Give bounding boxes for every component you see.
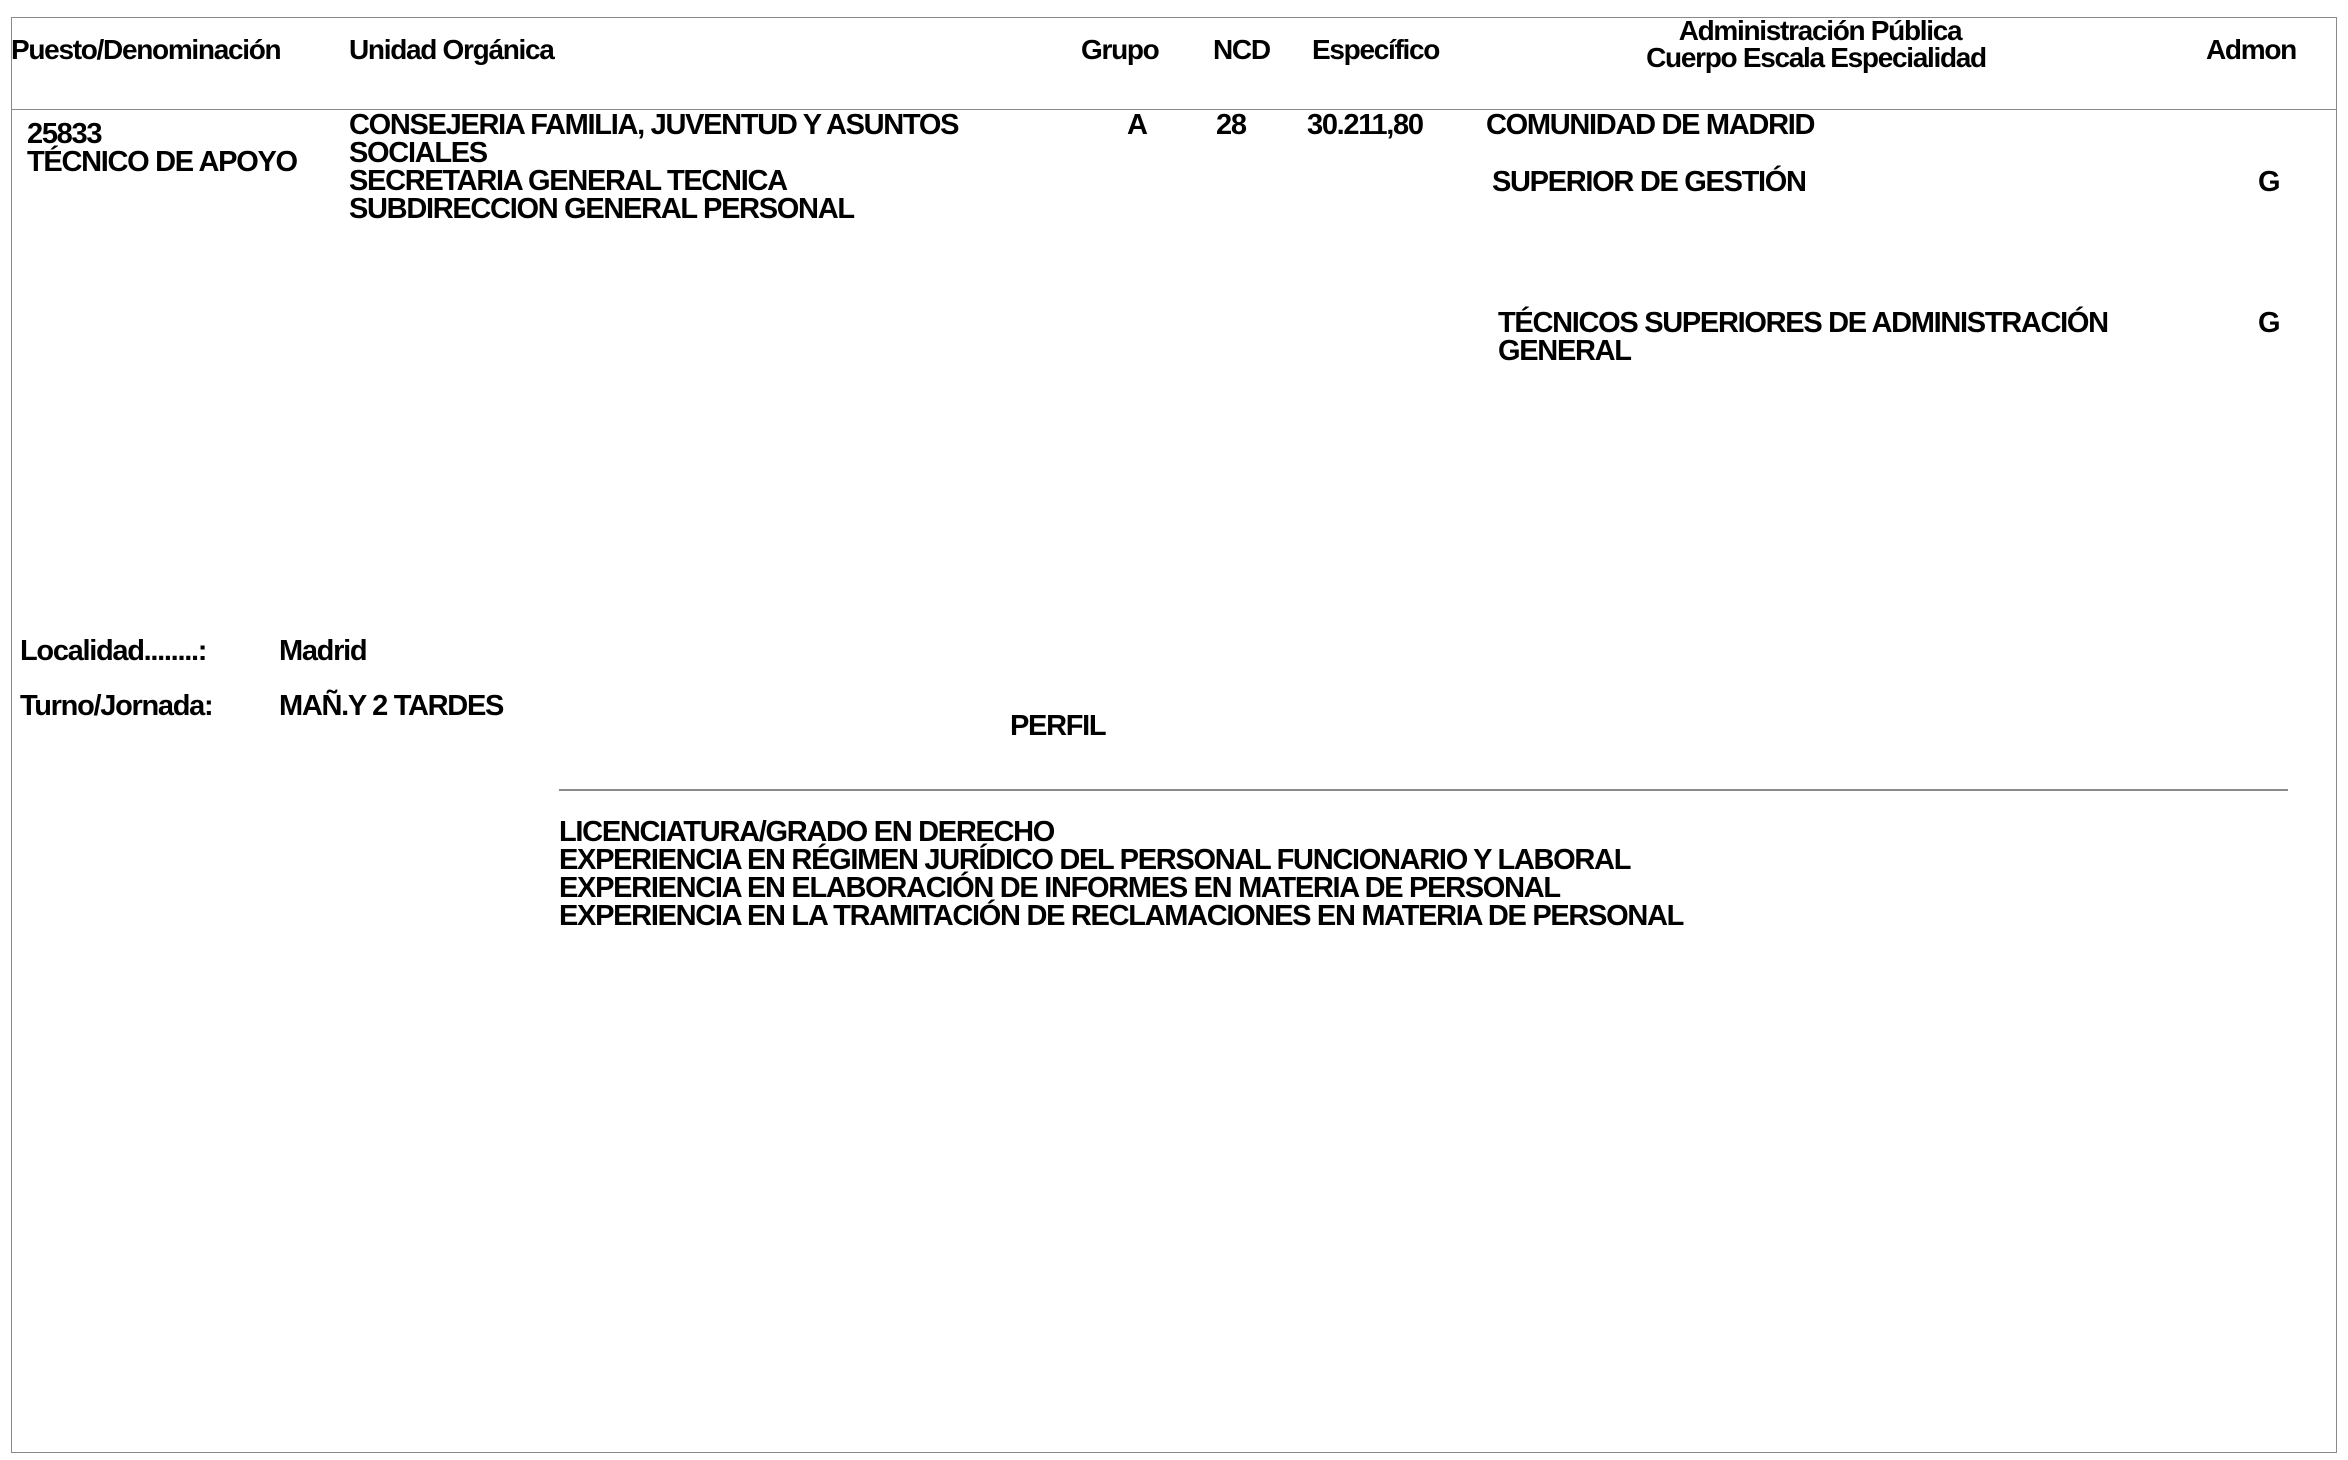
localidad-value: Madrid	[279, 635, 367, 667]
perfil-line: EXPERIENCIA EN LA TRAMITACIÓN DE RECLAMACIONES EN MATERIA DE PERSONAL	[559, 900, 1684, 932]
grupo-value: A	[1127, 109, 1147, 141]
administracion-value: COMUNIDAD DE MADRID	[1486, 109, 1815, 141]
header-ncd: NCD	[1213, 34, 1270, 65]
perfil-line: EXPERIENCIA EN RÉGIMEN JURÍDICO DEL PERSONAL FUNCIONARIO Y LABORAL	[559, 844, 1631, 876]
unidad-line: SECRETARIA GENERAL TECNICA	[349, 165, 787, 197]
perfil-divider	[559, 789, 2288, 791]
cuerpo-admon-value: G	[2258, 166, 2280, 198]
turno-value: MAÑ.Y 2 TARDES	[279, 690, 504, 722]
turno-label: Turno/Jornada:	[20, 690, 213, 722]
perfil-line: LICENCIATURA/GRADO EN DERECHO	[559, 816, 1055, 848]
header-administracion: Administración Pública	[1678, 15, 1962, 46]
perfil-title: PERFIL	[1010, 710, 1106, 742]
especifico-value: 30.211,80	[1307, 109, 1423, 141]
escala-line: GENERAL	[1498, 335, 1631, 367]
escala-line: TÉCNICOS SUPERIORES DE ADMINISTRACIÓN	[1498, 307, 2108, 339]
escala-admon-value: G	[2258, 307, 2280, 339]
unidad-line: SUBDIRECCION GENERAL PERSONAL	[349, 193, 854, 225]
header-unidad: Unidad Orgánica	[349, 34, 554, 65]
puesto-codigo: 25833	[27, 118, 102, 150]
perfil-line: EXPERIENCIA EN ELABORACIÓN DE INFORMES EN MATERIA DE PERSONAL	[559, 872, 1560, 904]
header-especifico: Específico	[1312, 34, 1440, 65]
unidad-line: SOCIALES	[349, 137, 487, 169]
header-cuerpo-escala: Cuerpo Escala Especialidad	[1646, 42, 1986, 73]
header-admon: Admon	[2206, 34, 2296, 65]
header-grupo: Grupo	[1081, 34, 1159, 65]
document-frame	[11, 17, 2337, 1453]
ncd-value: 28	[1216, 109, 1246, 141]
puesto-denominacion: TÉCNICO DE APOYO	[27, 146, 297, 178]
localidad-label: Localidad........:	[20, 635, 207, 667]
unidad-line: CONSEJERIA FAMILIA, JUVENTUD Y ASUNTOS	[349, 109, 959, 141]
header-puesto: Puesto/Denominación	[11, 34, 281, 65]
cuerpo-value: SUPERIOR DE GESTIÓN	[1492, 166, 1806, 198]
